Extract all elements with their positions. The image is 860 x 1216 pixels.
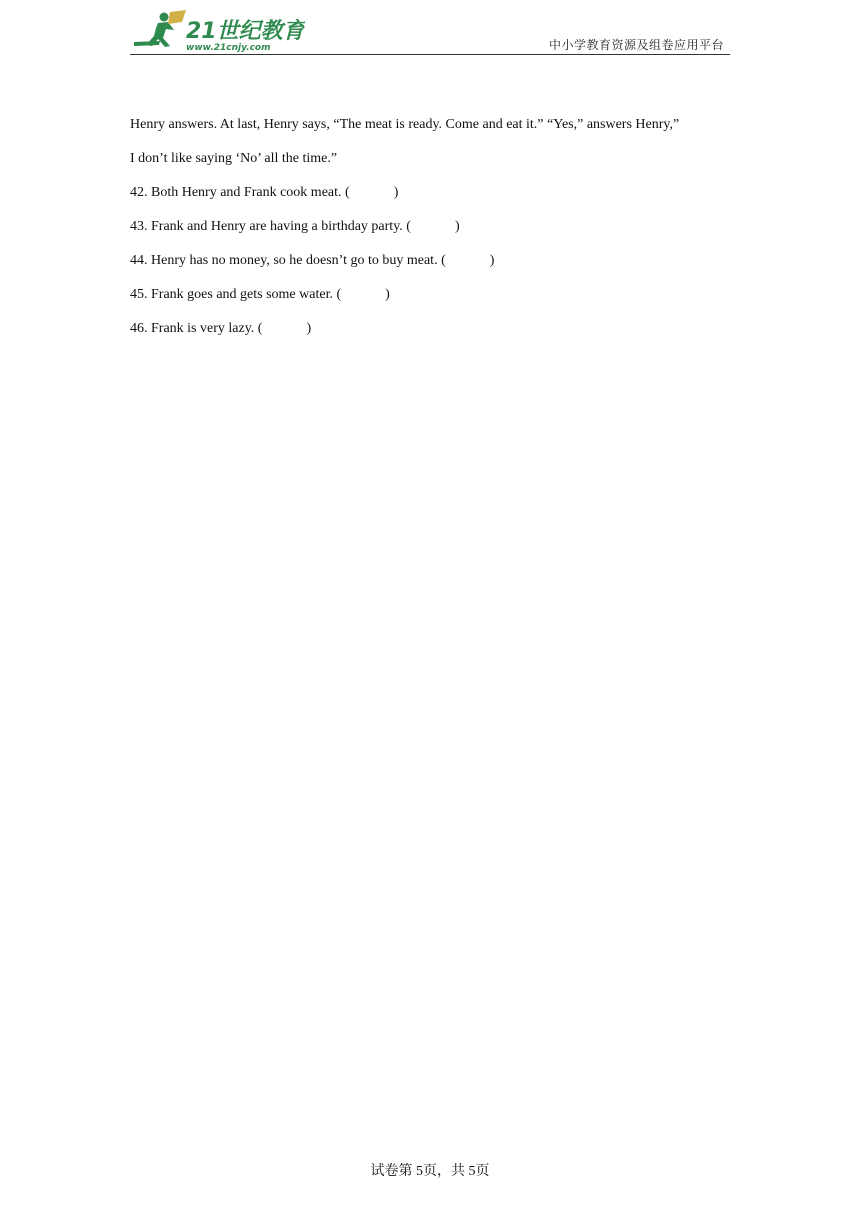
- question-text: Frank goes and gets some water. (: [151, 287, 342, 302]
- header-divider: [130, 54, 730, 55]
- question-text: Frank and Henry are having a birthday party. (: [151, 219, 411, 234]
- question-close-paren: ): [385, 287, 390, 302]
- logo-main-text: 21世纪教育: [186, 19, 305, 44]
- brand-logo: [130, 8, 305, 52]
- question-item: [130, 312, 730, 346]
- passage-line: Henry answers. At last, Henry says, “The meat is ready. Come and eat it.” “Yes,” answers Henry,”: [130, 117, 680, 132]
- question-item: [130, 210, 730, 244]
- question-number: 43.: [130, 219, 148, 234]
- question-number: 44.: [130, 253, 148, 268]
- question-text: Henry has no money, so he doesn’t go to buy meat. (: [151, 253, 446, 268]
- question-close-paren: ): [489, 253, 495, 268]
- question-number: 46.: [130, 321, 148, 336]
- question-number: 42.: [130, 185, 148, 200]
- question-item: [130, 278, 730, 312]
- runner-icon: [134, 10, 186, 47]
- platform-name: 中小学教育资源及组卷应用平台: [548, 38, 724, 52]
- passage-line: I don’t like saying ‘No’ all the time.”: [130, 151, 338, 166]
- question-text: Frank is very lazy. (: [151, 321, 263, 336]
- page-footer: 试卷第 5页，共 5页: [370, 1164, 490, 1179]
- question-close-paren: ): [454, 219, 460, 234]
- question-number: 45.: [130, 287, 148, 302]
- question-content: [130, 108, 730, 346]
- page-header: [130, 6, 730, 56]
- question-item: [130, 176, 730, 210]
- question-item: [130, 244, 730, 278]
- logo-url-text: www.21cnjy.com: [186, 43, 271, 52]
- question-close-paren: ): [393, 185, 399, 200]
- question-text: Both Henry and Frank cook meat. (: [151, 185, 350, 200]
- question-close-paren: ): [306, 321, 312, 336]
